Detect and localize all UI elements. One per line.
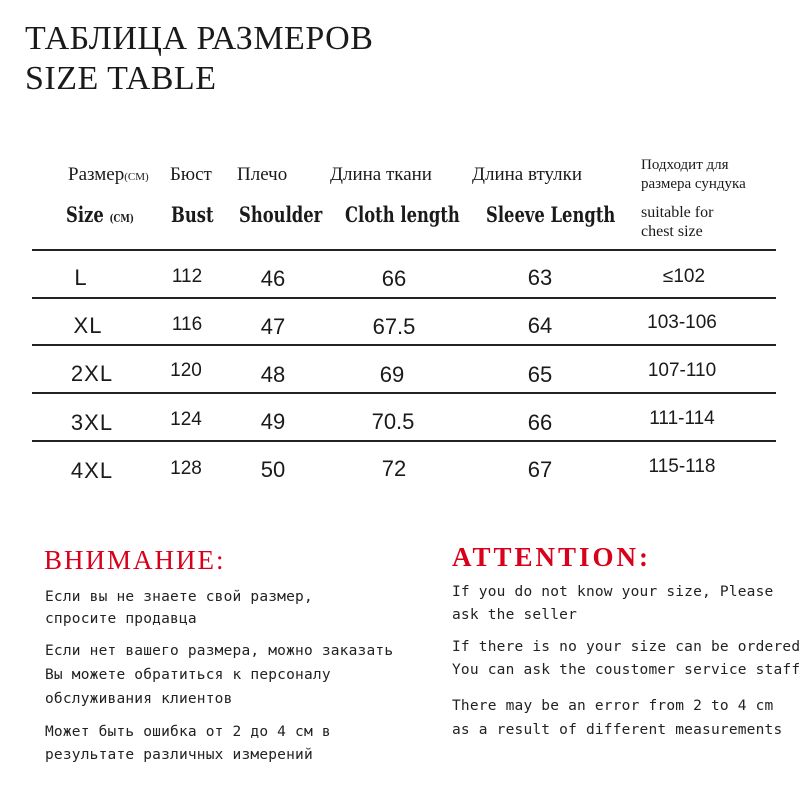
header-ru-chest-2: размера сундука [641,176,746,192]
attention-en-line: ask the seller [452,607,578,623]
attention-en-line: as a result of different measurements [452,722,783,738]
header-en-chest-1: suitable for [641,204,714,221]
cell-bust: 120 [170,360,202,381]
header-ru-size [68,164,149,186]
header-en-size-label: Size [66,202,104,227]
cell-size: 4XL [70,458,114,483]
header-ru-shoulder: Плечо [237,164,288,185]
attention-ru-line: Вы можете обратиться к персоналу [45,667,331,683]
header-en-chest-2: chest size [641,223,703,240]
header-ru-bust: Бюст [170,164,212,185]
title-ru: ТАБЛИЦА РАЗМЕРОВ [25,20,374,57]
cell-sleeve: 66 [527,410,553,435]
cell-cloth: 66 [381,266,407,291]
cell-shoulder: 48 [260,362,286,387]
cell-bust: 112 [171,266,203,287]
table-divider [32,392,776,394]
attention-ru-line: Если вы не знаете свой размер, [45,589,313,605]
cell-chest: 103-106 [647,312,717,333]
cell-shoulder: 46 [260,266,286,291]
header-en-cloth: Cloth length [345,202,460,227]
table-divider [32,297,776,299]
cell-chest: 111-114 [649,408,715,429]
attention-ru-line: спросите продавца [45,611,197,627]
attention-ru-line: Если нет вашего размера, можно заказать [45,643,394,659]
header-ru-cloth: Длина ткани [330,164,432,185]
cell-size: XL [73,313,103,338]
title-en: SIZE TABLE [25,60,217,97]
attention-ru-line: результате различных измерений [45,747,313,763]
attention-en-line: You can ask the coustomer service staff [452,662,800,678]
header-ru-size-unit: (CM) [124,171,149,183]
header-ru-chest-1: Подходит для [641,157,729,173]
cell-sleeve: 65 [527,362,553,387]
cell-bust: 124 [170,409,202,430]
header-ru-size-label: Размер [68,164,125,185]
table-divider [32,440,776,442]
cell-cloth: 69 [379,362,405,387]
cell-chest: 107-110 [647,360,717,381]
cell-cloth: 70.5 [371,409,415,434]
cell-size: L [74,265,88,290]
header-ru-sleeve: Длина втулки [472,164,583,185]
attention-en-line: If there is no your size can be ordered [452,639,800,655]
cell-size: 2XL [70,361,114,386]
attention-ru-title: ВНИМАНИЕ: [44,545,226,575]
cell-bust: 128 [170,458,202,479]
cell-sleeve: 64 [527,313,553,338]
attention-en-line: If you do not know your size, Please [452,584,774,600]
header-en-bust: Bust [171,202,214,227]
cell-shoulder: 49 [260,409,286,434]
attention-ru-line: Может быть ошибка от 2 до 4 см в [45,724,331,740]
attention-ru-line: обслуживания клиентов [45,691,233,707]
cell-sleeve: 67 [527,457,553,482]
attention-en-line: There may be an error from 2 to 4 cm [452,698,774,714]
cell-chest: ≤102 [662,266,706,287]
attention-en-title: ATTENTION: [452,542,652,572]
cell-bust: 116 [171,314,203,335]
cell-cloth: 72 [381,456,407,481]
table-divider [32,344,776,346]
cell-cloth: 67.5 [372,314,416,339]
cell-size: 3XL [70,410,114,435]
cell-sleeve: 63 [527,265,553,290]
header-en-size [66,202,134,227]
cell-shoulder: 47 [260,314,286,339]
header-en-shoulder: Shoulder [239,202,323,227]
cell-chest: 115-118 [648,456,716,477]
header-en-sleeve: Sleeve Length [486,202,616,227]
table-divider [32,249,776,251]
cell-shoulder: 50 [260,457,286,482]
header-en-size-unit: (CM) [109,212,134,225]
